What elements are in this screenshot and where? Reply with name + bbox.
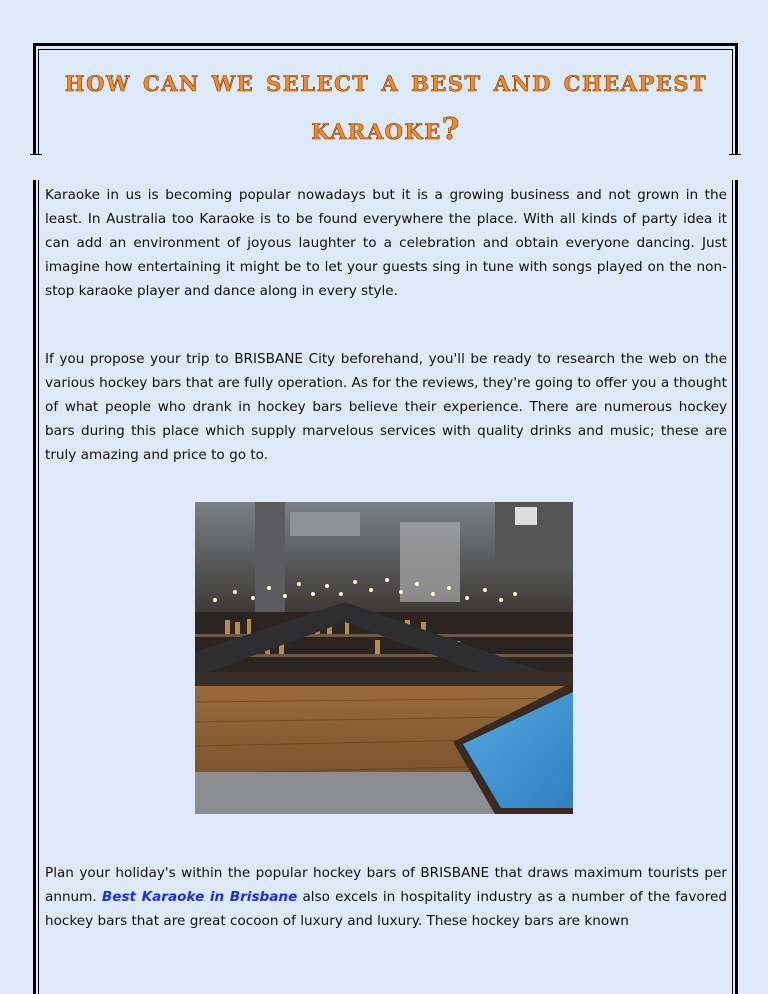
border-left-inner (38, 180, 39, 994)
border-top-inner (38, 49, 733, 50)
paragraph-brisbane: If you propose your trip to BRISBANE City beforehand, you'll be ready to research the web on the various hockey bars that are fully operation. As for the reviews, they're going to offer you a thought of what people who drank in hockey bars believe their experience. There are numerous hockey bars during this place which supply marvelous services with quality drinks and music; these are truly amazing and price to go to. (45, 351, 727, 463)
border-right-top-inner (732, 49, 733, 155)
paragraph-holiday-text-end: also excels in hospitality industry as a number of the favored hockey bars that are great cocoon of luxury and luxury. These hockey bars are known (45, 889, 727, 929)
border-top (33, 43, 738, 46)
border-right-inner (732, 180, 733, 994)
border-left-top-inner (38, 49, 39, 155)
paragraph-holiday (45, 861, 727, 933)
border-left-top (33, 43, 36, 155)
page-title: how can we select a best and cheapest karaoke? (64, 64, 708, 147)
paragraph-holiday-text: Plan your holiday's within the popular hockey bars of BRISBANE that draws maximum tourists per annum. (45, 865, 727, 905)
best-karaoke-link[interactable]: Best Karaoke in Brisbane (101, 889, 298, 905)
border-right-top (735, 43, 738, 155)
border-left (33, 180, 36, 994)
karaoke-bar-photo (195, 502, 573, 814)
border-right (735, 180, 738, 994)
paragraph-intro: Karaoke in us is becoming popular nowadays but it is a growing business and not grown in the least. In Australia too Karaoke is to be found everywhere the place. With all kinds of party idea it can add an environment of joyous laughter to a celebration and obtain everyone dancing. Just imagine how entertaining it might be to let your guests sing in tune with songs played on the non-stop karaoke player and dance along in every style. (45, 187, 727, 299)
border-tick-right (729, 154, 741, 155)
border-tick-left (30, 154, 42, 155)
